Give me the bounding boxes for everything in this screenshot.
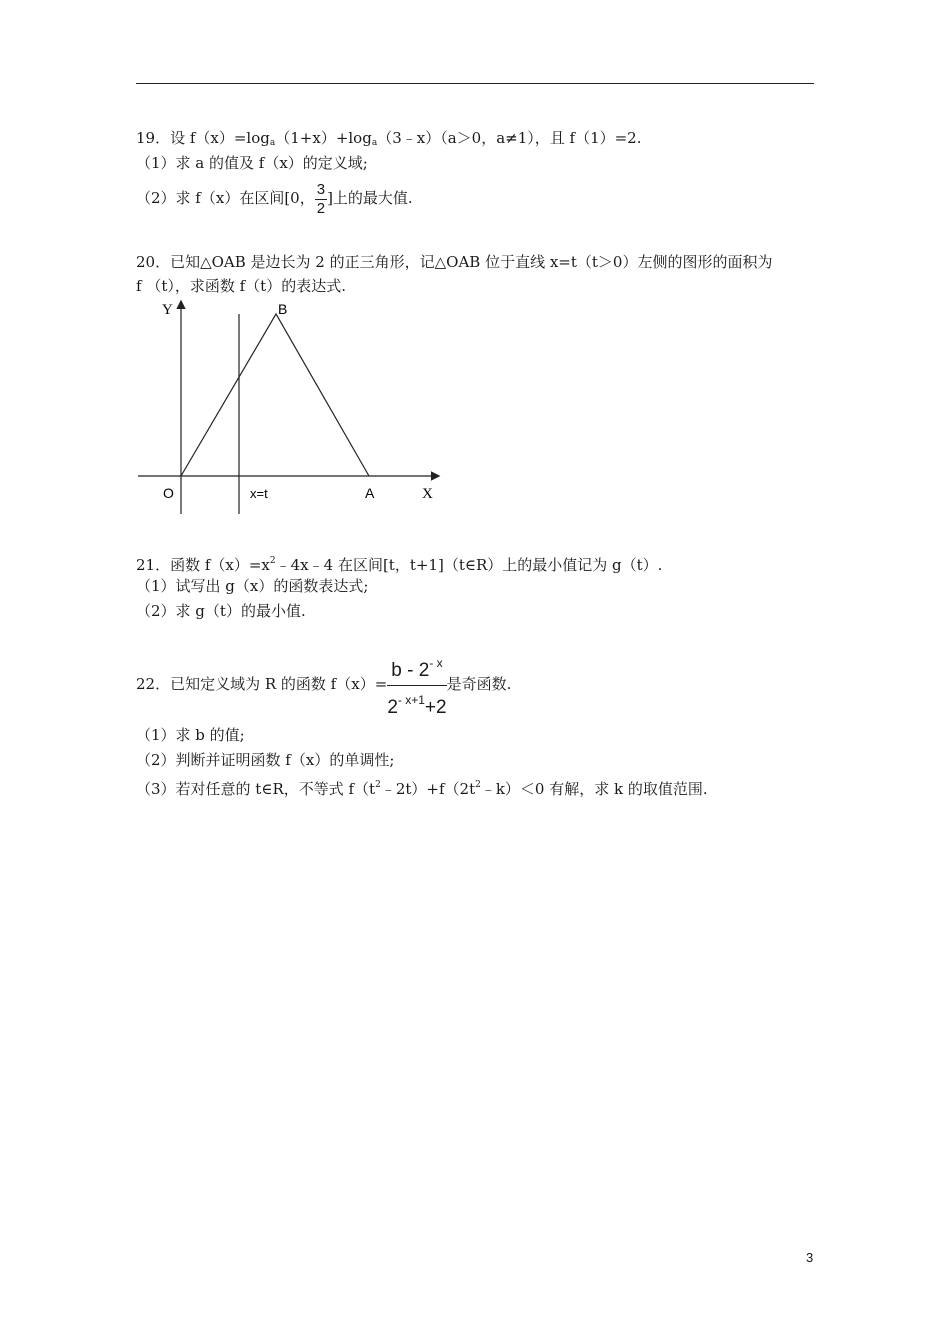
q19-part1: （1）求 a 的值及 f（x）的定义域; (136, 154, 368, 172)
q21-part1: （1）试写出 g（x）的函数表达式; (136, 577, 369, 595)
label-b: B (278, 301, 288, 317)
q19-line1: 19．设 $f(x)=\log_a(1+x)+\log_a(3﹣x)(a>0$，a≠1），且 f（1）=2. (136, 129, 642, 148)
q22-line1: 22．已知定义域为 R 的函数 f（x）= $\frac{b - 2^{- x}}{2^{- x+1}+2}$ 是奇函数. (136, 646, 511, 722)
page-number: 3 (806, 1250, 814, 1265)
q22-part2: （2）判断并证明函数 f（x）的单调性; (136, 751, 395, 769)
q21-part2: （2）求 g（t）的最小值. (136, 602, 306, 620)
fraction-three-halves: $\frac{3}{2}$ (316, 180, 326, 217)
q22-fraction: $\frac{b - 2^{- x}}{2^{- x+1}+2}$ (387, 651, 446, 720)
label-x: X (422, 486, 433, 502)
q22-part3: （3）若对任意的 t∈R，不等式 $f(t^2﹣2t)+f(2t^2﹣k)<0$ 有解，求 k 的取值范围. (136, 780, 708, 798)
label-y: Y (162, 302, 173, 318)
q22-part1: （1）求 b 的值; (136, 726, 245, 744)
q20-line1: 20．已知△OAB 是边长为 2 的正三角形，记△OAB 位于直线 x=t（t＞0）左侧的图形的面积为 (136, 253, 773, 271)
q19-part2: （2）求 f（x）在区间[0， $\frac{3}{2}$ ]上的最大值. (136, 180, 413, 217)
triangle-figure (136, 296, 446, 518)
q21-line1: 21．函数 $f(x)=x^2﹣4x﹣4$ 在区间[t，t+1]（t∈R）上的最小值记为 g（t）. (136, 556, 663, 574)
q20-line2: f （t），求函数 f（t）的表达式. (136, 277, 346, 295)
label-x-equals-t: x=t (250, 486, 268, 501)
label-o: O (163, 485, 174, 501)
header-rule (136, 83, 814, 84)
label-a: A (365, 485, 375, 501)
triangle-oab (181, 314, 369, 476)
